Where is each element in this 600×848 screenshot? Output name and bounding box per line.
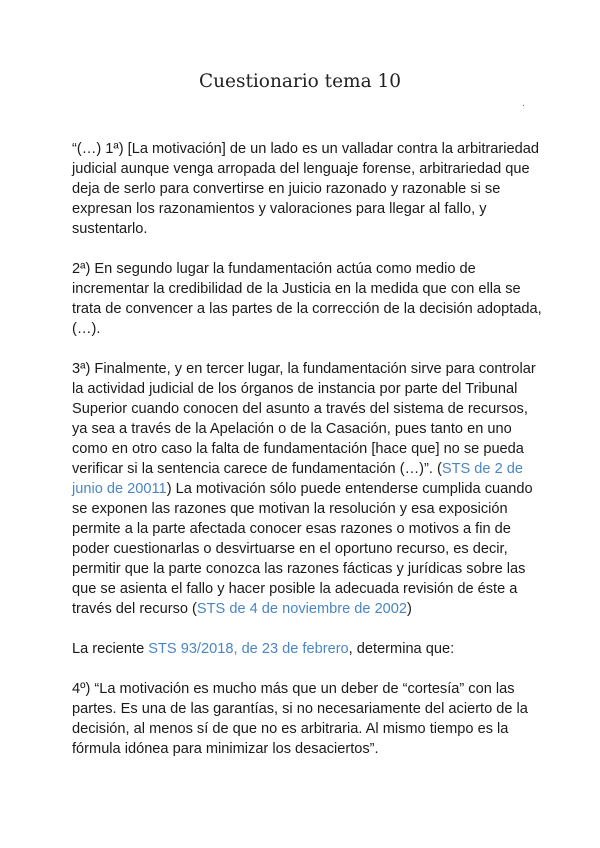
- paragraph-2: 2ª) En segundo lugar la fundamentación actúa como medio de incrementar la credibilidad de la Justicia en la medida que con ella se trata de convencer a las partes de la corrección de la decisión adoptada, (…).: [72, 261, 542, 337]
- document-body: [72, 139, 542, 779]
- paragraph-3: [72, 359, 542, 619]
- paragraph-4: [72, 639, 542, 659]
- paragraph-1: “(…) 1ª) [La motivación] de un lado es un valladar contra la arbitrariedad judicial aunque venga arropada del lenguaje forense, arbitrariedad que deja de serlo para convertirse en juicio razonado y razonable si se expresan los razonamientos y valoraciones para llegar al fallo, y sustentarlo.: [72, 141, 539, 237]
- sts-4-noviembre-link[interactable]: STS de 4 de noviembre de 2002: [196, 601, 408, 617]
- paragraph-4-text-b: , determina que:: [348, 641, 455, 657]
- corner-mark: .: [522, 98, 525, 109]
- sts-2-junio-link[interactable]: STS de 2 de junio de 20011: [72, 461, 524, 497]
- paragraph-3-text-b: ) La motivación sólo puede entenderse cumplida cuando se exponen las razones que motivan la resolución y esa exposición permite a la parte afectada conocer esas razones o motivos a fin de poder cuestionarlas o desvirtuarse en el oportuno recurso, es decir, permitir que la parte conozca las razones fácticas y jurídicas sobre las que se asienta el fallo y hacer posible la adecuada revisión de éste a través del recurso (: [72, 481, 533, 617]
- sts-93-2018-link[interactable]: STS 93/2018, de 23 de febrero: [148, 641, 349, 657]
- page-title: Cuestionario tema 10: [198, 71, 402, 92]
- paragraph-3-text-c: ): [407, 601, 412, 617]
- paragraph-4-text-a: La reciente: [72, 641, 149, 657]
- paragraph-3-text-a: 3ª) Finalmente, y en tercer lugar, la fundamentación sirve para controlar la actividad judicial de los órganos de instancia por parte del Tribunal Superior cuando conocen del asunto a través del sistema de recursos, ya sea a través de la Apelación o de la Casación, pues tanto en uno como en otro caso la falta de fundamentación [hace que] no se pueda verificar si la sentencia carece de fundamentación (…)”. (: [72, 361, 536, 477]
- paragraph-5: 4º) “La motivación es mucho más que un deber de “cortesía” con las partes. Es una de las garantías, si no necesariamente del acierto de la decisión, al menos sí de que no es arbitraria. Al mismo tiempo es la fórmula idónea para minimizar los desaciertos”.: [72, 681, 528, 757]
